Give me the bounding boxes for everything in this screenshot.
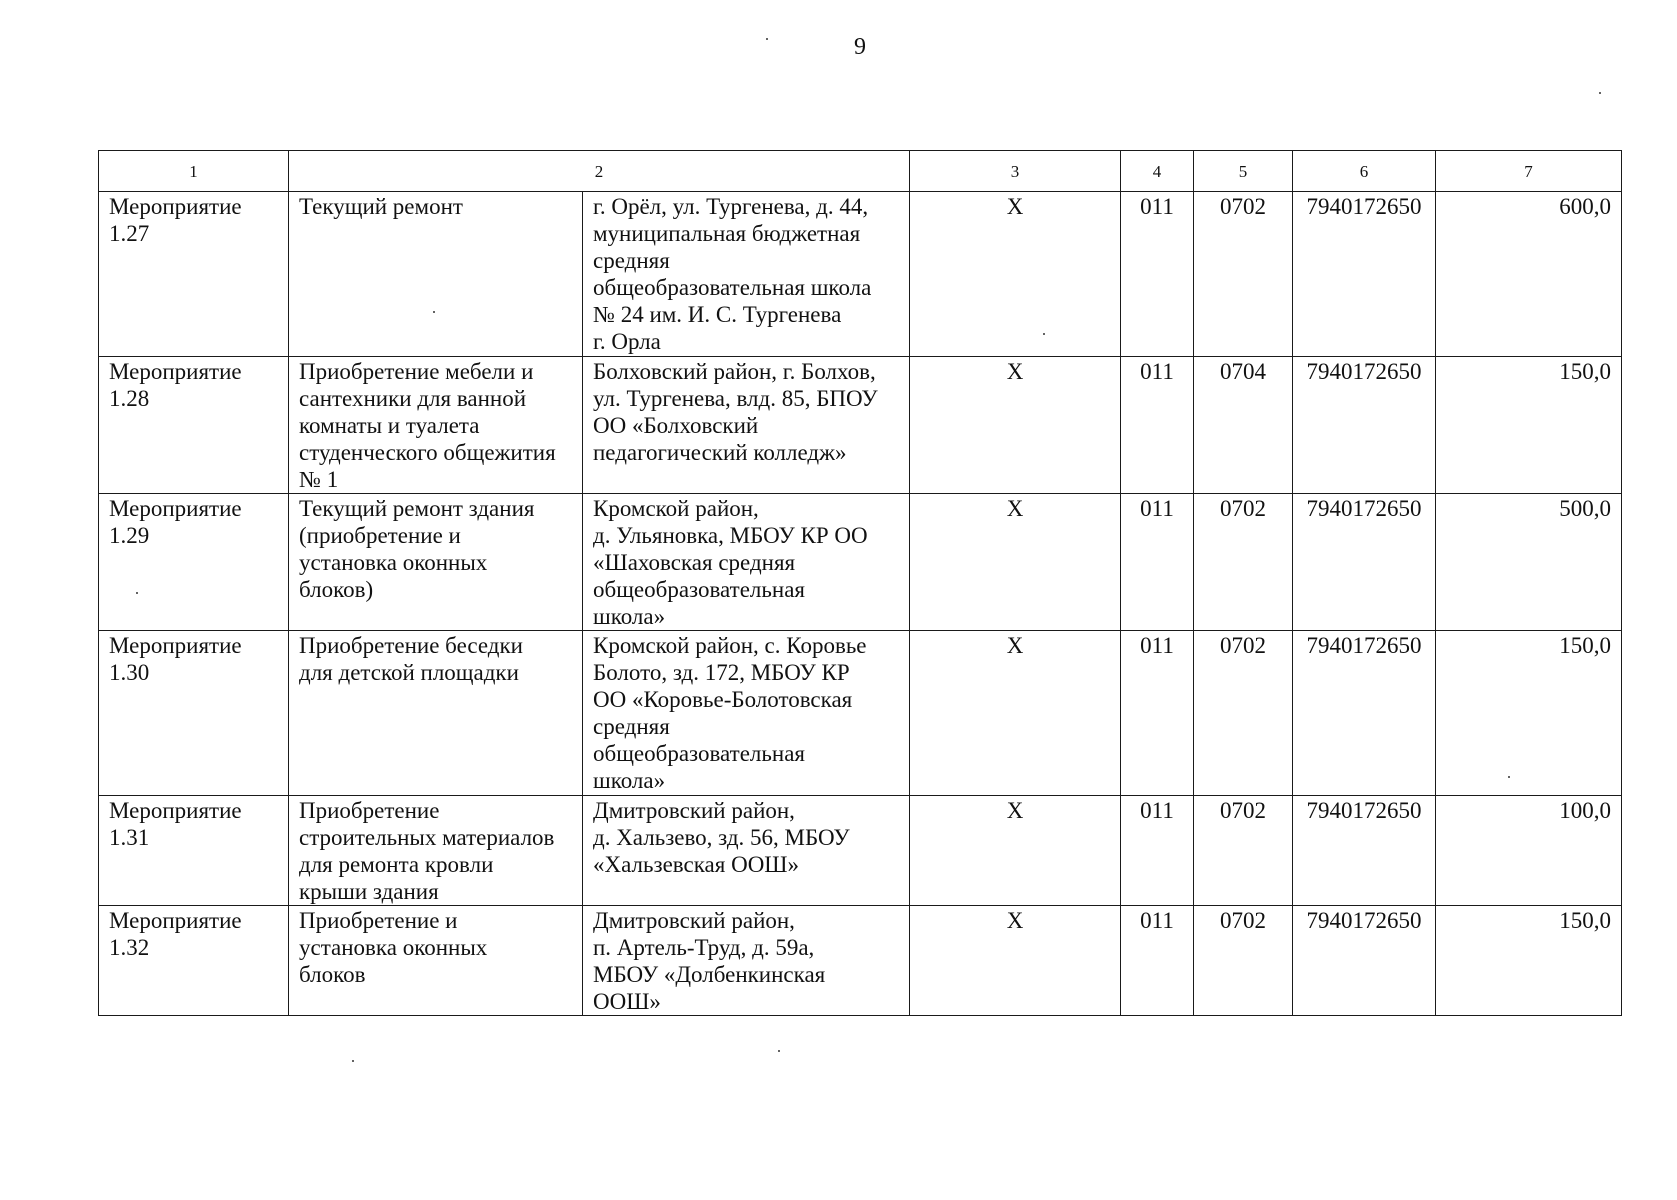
location-cell-line: ООШ» [593,989,661,1014]
description-cell [289,796,583,906]
event-cell [99,494,289,631]
description-cell-line: (приобретение и [299,523,461,548]
col6-cell: 7940172650 [1293,357,1436,494]
location-cell-line: ОО «Коровье-Болотовская [593,687,853,712]
header-col-6: 6 [1293,151,1436,192]
col5-cell: 0704 [1194,357,1293,494]
col5-cell: 0702 [1194,631,1293,796]
scan-speck [352,1060,354,1062]
location-cell-line: Болото, зд. 172, МБОУ КР [593,660,850,685]
event-cell [99,357,289,494]
scan-speck [1043,333,1045,335]
table-row [99,494,1622,631]
description-cell [289,906,583,1016]
description-cell-line: комнаты и туалета [299,413,480,438]
col5-cell: 0702 [1194,796,1293,906]
col3-cell: Х [910,906,1121,1016]
location-cell [583,192,910,357]
description-cell-line: Приобретение беседки [299,633,523,658]
location-cell-line: средняя [593,248,670,273]
event-cell-line: 1.32 [109,935,150,960]
location-cell-line: общеобразовательная [593,741,805,766]
event-cell [99,192,289,357]
description-cell-line: крыши здания [299,879,439,904]
event-cell-line: 1.31 [109,825,150,850]
description-cell-line: № 1 [299,467,339,492]
scan-speck [766,38,768,40]
table-row [99,796,1622,906]
description-cell-line: установка оконных [299,935,488,960]
event-cell-line: Мероприятие [109,908,242,933]
event-cell-line: Мероприятие [109,194,242,219]
header-col-4: 4 [1121,151,1194,192]
col5-cell: 0702 [1194,192,1293,357]
location-cell-line: МБОУ «Долбенкинская [593,962,826,987]
location-cell-line: № 24 им. И. С. Тургенева [593,302,842,327]
col3-cell: Х [910,357,1121,494]
col6-cell: 7940172650 [1293,192,1436,357]
description-cell-line: Приобретение [299,798,440,823]
location-cell-line: средняя [593,714,670,739]
amount-cell: 150,0 [1436,906,1622,1016]
location-cell-line: д. Хальзево, зд. 56, МБОУ [593,825,850,850]
location-cell [583,357,910,494]
event-cell-line: Мероприятие [109,798,242,823]
description-cell-line: для ремонта кровли [299,852,494,877]
table-row [99,192,1622,357]
col4-cell: 011 [1121,631,1194,796]
location-cell-line: педагогический колледж» [593,440,847,465]
col5-cell: 0702 [1194,494,1293,631]
col4-cell: 011 [1121,796,1194,906]
table-row [99,357,1622,494]
description-cell-line: строительных материалов [299,825,555,850]
description-cell-line: Приобретение мебели и [299,359,534,384]
col3-cell: Х [910,631,1121,796]
header-row [99,151,1622,192]
location-cell-line: Кромской район, с. Коровье [593,633,867,658]
location-cell-line: г. Орла [593,329,661,354]
header-col-2: 2 [289,151,910,192]
table-row [99,631,1622,796]
scan-speck [1599,92,1601,94]
col3-cell: Х [910,494,1121,631]
header-col-7: 7 [1436,151,1622,192]
description-cell [289,631,583,796]
col4-cell: 011 [1121,192,1194,357]
event-cell-line: Мероприятие [109,633,242,658]
event-cell-line: Мероприятие [109,359,242,384]
event-cell-line: 1.27 [109,221,150,246]
header-col-5: 5 [1194,151,1293,192]
description-cell-line: Текущий ремонт здания [299,496,535,521]
location-cell-line: г. Орёл, ул. Тургенева, д. 44, [593,194,869,219]
description-cell-line: блоков [299,962,366,987]
scan-speck [778,1050,780,1052]
event-cell [99,796,289,906]
col4-cell: 011 [1121,494,1194,631]
header-col-1: 1 [99,151,289,192]
page-number: 9 [854,34,866,60]
location-cell-line: муниципальная бюджетная [593,221,861,246]
location-cell-line: ул. Тургенева, влд. 85, БПОУ [593,386,878,411]
description-cell-line: установка оконных [299,550,488,575]
description-cell [289,494,583,631]
location-cell-line: «Хальзевская ООШ» [593,852,800,877]
event-cell [99,631,289,796]
header-col-3: 3 [910,151,1121,192]
event-cell-line: 1.30 [109,660,150,685]
table-row [99,906,1622,1016]
description-cell-line: для детской площадки [299,660,519,685]
col6-cell: 7940172650 [1293,796,1436,906]
location-cell-line: п. Артель-Труд, д. 59а, [593,935,815,960]
location-cell-line: Дмитровский район, [593,908,795,933]
amount-cell: 500,0 [1436,494,1622,631]
col6-cell: 7940172650 [1293,494,1436,631]
location-cell [583,631,910,796]
description-cell-line: блоков) [299,577,374,602]
event-cell-line: 1.29 [109,523,150,548]
amount-cell: 600,0 [1436,192,1622,357]
location-cell-line: школа» [593,604,666,629]
col3-cell: Х [910,796,1121,906]
col3-cell: Х [910,192,1121,357]
location-cell-line: школа» [593,768,666,793]
description-cell-line: Приобретение и [299,908,458,933]
description-cell-line: Текущий ремонт [299,194,463,219]
description-cell-line: сантехники для ванной [299,386,527,411]
description-cell [289,192,583,357]
col6-cell: 7940172650 [1293,631,1436,796]
location-cell-line: Болховский район, г. Болхов, [593,359,876,384]
location-cell-line: общеобразовательная [593,577,805,602]
description-cell-line: студенческого общежития [299,440,556,465]
location-cell-line: Кромской район, [593,496,759,521]
amount-cell: 150,0 [1436,631,1622,796]
event-cell-line: 1.28 [109,386,150,411]
location-cell [583,796,910,906]
location-cell-line: д. Ульяновка, МБОУ КР ОО [593,523,868,548]
location-cell-line: ОО «Болховский [593,413,759,438]
scan-speck [136,592,138,594]
col4-cell: 011 [1121,357,1194,494]
col4-cell: 011 [1121,906,1194,1016]
location-cell [583,906,910,1016]
event-cell-line: Мероприятие [109,496,242,521]
budget-table [98,150,1622,1016]
amount-cell: 100,0 [1436,796,1622,906]
description-cell [289,357,583,494]
amount-cell: 150,0 [1436,357,1622,494]
location-cell-line: Дмитровский район, [593,798,795,823]
scan-speck [433,311,435,313]
event-cell [99,906,289,1016]
location-cell-line: «Шаховская средняя [593,550,796,575]
scan-speck [1508,776,1510,778]
location-cell-line: общеобразовательная школа [593,275,872,300]
location-cell [583,494,910,631]
col6-cell: 7940172650 [1293,906,1436,1016]
col5-cell: 0702 [1194,906,1293,1016]
table-body [99,192,1622,1016]
